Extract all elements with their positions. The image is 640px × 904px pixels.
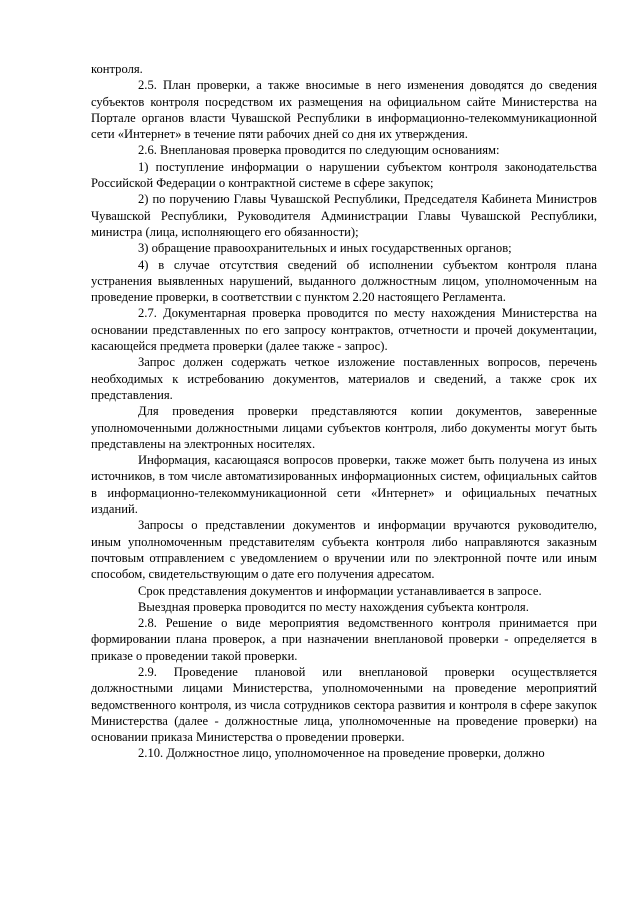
paragraph-2-10: 2.10. Должностное лицо, уполномоченное на проведение проверки, должно bbox=[138, 746, 545, 761]
paragraph-2-7: 2.7. Документарная проверка проводится по месту нахождения Министерства на основании представленных по его запросу контрактов, отчетности и прочей документации, касающейся предмета проверки (далее также - запрос). bbox=[91, 306, 597, 354]
paragraph-information-sources: Информация, касающаяся вопросов проверки, также может быть получена из иных источников, в том числе автоматизированных информационных систем, официальных сайтов в информационно-телекоммуникационной сети «Интернет» и официальных печатных изданий. bbox=[91, 453, 597, 517]
list-item-3: 3) обращение правоохранительных и иных государственных органов; bbox=[138, 241, 512, 256]
list-item-4: 4) в случае отсутствия сведений об исполнении субъектом контроля плана устранения выявленных нарушений, выданного должностным лицом, уполномоченным на проведение проверки, в соответствии с пунктом 2.20 настоящего Регламента. bbox=[91, 257, 597, 305]
paragraph-continuation: контроля. bbox=[91, 62, 143, 76]
list-item-2: 2) по поручению Главы Чувашской Республики, Председателя Кабинета Министров Чувашской Республики, Руководителя Администрации Главы Чувашской Республики, министра (лица, исполняющего его обязанности); bbox=[91, 192, 597, 239]
paragraph-2-8: 2.8. Решение о виде мероприятия ведомственного контроля принимается при формировании плана проверок, а при назначении внеплановой проверки - определяется в приказе о проведении такой проверки. bbox=[91, 616, 597, 663]
paragraph-onsite-inspection: Выездная проверка проводится по месту нахождения субъекта контроля. bbox=[138, 599, 529, 614]
paragraph-document-copies: Для проведения проверки представляются копии документов, заверенные уполномоченными должностными лицами субъектов контроля, либо документы могут быть представлены на электронных носителях. bbox=[91, 404, 597, 451]
paragraph-2-6: 2.6. Внеплановая проверка проводится по следующим основаниям: bbox=[138, 143, 500, 158]
list-item-1: 1) поступление информации о нарушении субъектом контроля законодательства Российской Федерации о контрактной системе в сфере закупок; bbox=[91, 159, 597, 191]
paragraph-submission-deadline: Срок представления документов и информации устанавливается в запросе. bbox=[138, 583, 542, 598]
paragraph-request-delivery: Запросы о представлении документов и информации вручаются руководителю, иным уполномоченным представителям субъекта контроля либо направляются заказным почтовым отправлением с уведомлением о вручении или по электронной почте или иным способом, свидетельствующим о дате его получения адресатом. bbox=[91, 518, 597, 582]
paragraph-2-9: 2.9. Проведение плановой или внеплановой проверки осуществляется должностными лицами Министерства, уполномоченными на проведение мероприятий ведомственного контроля, из числа сотрудников сектора развития и контроля в сфере закупок Министерства (далее - должностные лица, уполномоченные на проведение проверки) на основании приказа Министерства о проведении проверки. bbox=[91, 664, 597, 745]
paragraph-request-content: Запрос должен содержать четкое изложение поставленных вопросов, перечень необходимых к истребованию документов, материалов и сведений, а также срок их представления. bbox=[91, 355, 597, 402]
document-body bbox=[91, 61, 597, 762]
paragraph-2-5: 2.5. План проверки, а также вносимые в него изменения доводятся до сведения субъектов контроля посредством их размещения на официальном сайте Министерства на Портале органов власти Чувашской Республики в информационно-телекоммуникационной сети «Интернет» в течение пяти рабочих дней со дня их утверждения. bbox=[91, 78, 597, 142]
